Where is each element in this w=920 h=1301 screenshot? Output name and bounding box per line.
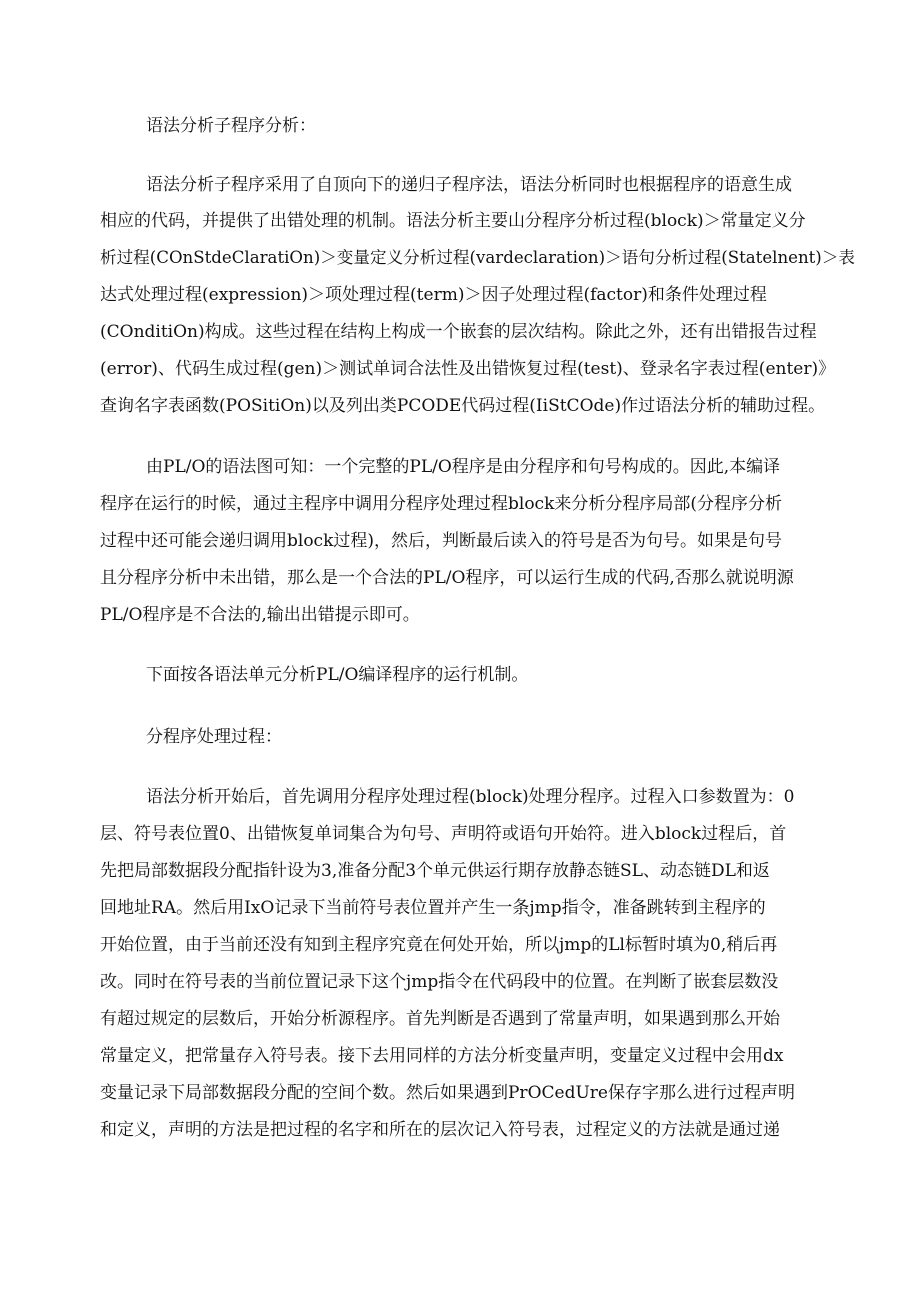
paragraph-line: 程序在运行的时候，通过主程序中调用分程序处理过程block来分析分程序局部(分程序分析 [100, 494, 783, 514]
paragraph-line: 查询名字表函数(POSitiOn)以及列出类PCODE代码过程(IiStCOde)作过语法分析的辅助过程。 [100, 396, 826, 416]
paragraph-line: 下面按各语法单元分析PL/O编译程序的运行机制。 [146, 665, 529, 685]
paragraph-line: 和定义，声明的方法是把过程的名字和所在的层次记入符号表，过程定义的方法就是通过递 [100, 1120, 780, 1140]
paragraph-line: 由PL/O的语法图可知：一个完整的PL/O程序是由分程序和句号构成的。因此,本编译 [146, 457, 781, 477]
section-heading: 分程序处理过程： [146, 727, 282, 747]
paragraph-line: 回地址RA。然后用IxO记录下当前符号表位置并产生一条jmp指令，准备跳转到主程序的 [100, 898, 766, 918]
paragraph-line: 过程中还可能会递归调用block过程)，然后，判断最后读入的符号是否为句号。如果是句号 [100, 531, 783, 551]
paragraph-line: 改。同时在符号表的当前位置记录下这个jmp指令在代码段中的位置。在判断了嵌套层数没 [100, 972, 779, 992]
paragraph-line: 达式处理过程(expression)＞项处理过程(term)＞因子处理过程(factor)和条件处理过程 [100, 285, 767, 305]
paragraph-line: 先把局部数据段分配指针设为3,准备分配3个单元供运行期存放静态链SL、动态链DL和返 [100, 861, 770, 881]
paragraph-line: 层、符号表位置0、出错恢复单词集合为句号、声明符或语句开始符。进入block过程后，首 [100, 824, 787, 844]
paragraph-line: (error)、代码生成过程(gen)＞测试单词合法性及出错恢复过程(test)、登录名字表过程(enter)》 [100, 359, 836, 379]
paragraph-line: 析过程(COnStdeClaratiOn)＞变量定义分析过程(vardeclaration)＞语句分析过程(Statelnent)＞表 [100, 248, 855, 267]
paragraph-line: (COnditiOn)构成。这些过程在结构上构成一个嵌套的层次结构。除此之外，还有出错报告过程 [100, 322, 817, 342]
paragraph-line: 常量定义，把常量存入符号表。接下去用同样的方法分析变量声明，变量定义过程中会用dx [100, 1046, 784, 1066]
paragraph-line: 相应的代码，并提供了出错处理的机制。语法分析主要山分程序分析过程(block)＞常量定义分 [100, 211, 806, 231]
paragraph-line: PL/O程序是不合法的,输出出错提示即可。 [100, 605, 420, 625]
section-heading: 语法分析子程序分析： [146, 116, 316, 136]
paragraph-line: 变量记录下局部数据段分配的空间个数。然后如果遇到PrOCedUre保存字那么进行过程声明 [100, 1083, 795, 1103]
paragraph-line: 语法分析子程序采用了自顶向下的递归子程序法，语法分析同时也根据程序的语意生成 [146, 175, 792, 195]
paragraph-line: 开始位置，由于当前还没有知到主程序究竟在何处开始，所以jmp的Ll标暂时填为0,稍后再 [100, 935, 778, 955]
paragraph-line: 且分程序分析中未出错，那么是一个合法的PL/O程序，可以运行生成的代码,否那么就说明源 [100, 568, 794, 588]
paragraph-line: 有超过规定的层数后，开始分析源程序。首先判断是否遇到了常量声明，如果遇到那么开始 [100, 1009, 780, 1029]
paragraph-line: 语法分析开始后，首先调用分程序处理过程(block)处理分程序。过程入口参数置为：0 [146, 787, 795, 807]
